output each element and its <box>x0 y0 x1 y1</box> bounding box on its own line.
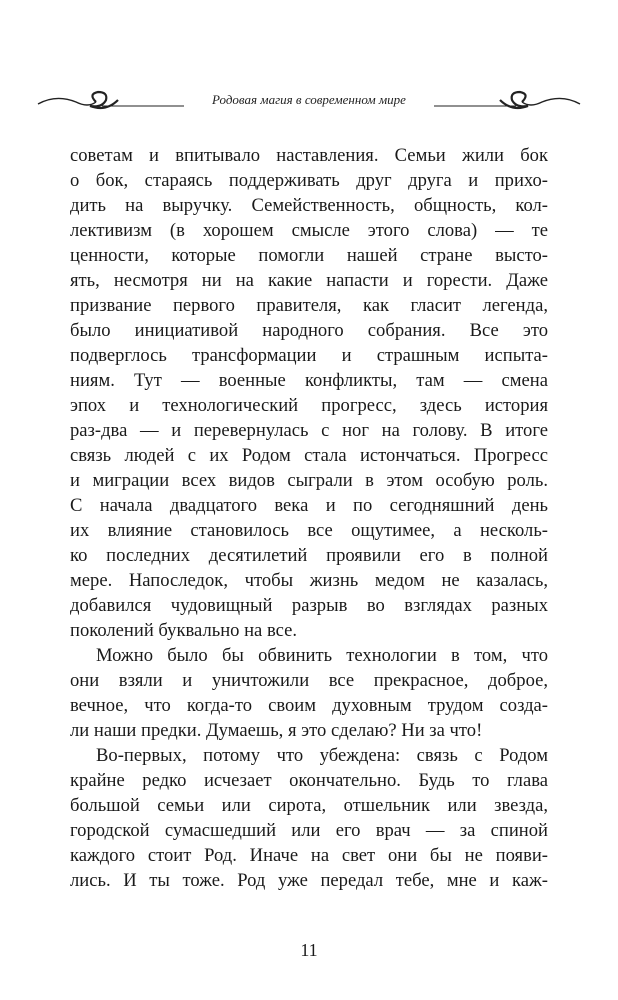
text-line: большой семьи или сирота, отшельник или звезда, <box>70 795 548 816</box>
text-line: дить на выручку. Семейственность, общность, кол- <box>70 195 548 216</box>
text-line: лективизм (в хорошем смысле этого слова) — те <box>70 220 548 241</box>
text-line: добавился чудовищный разрыв во взглядах разных <box>70 595 548 616</box>
text-line: ко последних десятилетий проявили его в полной <box>70 545 548 566</box>
text-line: Во-первых, потому что убеждена: связь с Родом <box>96 745 548 766</box>
text-line: лись. И ты тоже. Род уже передал тебе, мне и каж- <box>70 870 548 891</box>
text-line: поколений буквально на все. <box>70 620 298 641</box>
text-line: Можно было бы обвинить технологии в том, что <box>96 645 548 666</box>
text-line: связь людей с их Родом стала истончаться. Прогресс <box>70 445 548 466</box>
text-line: и миграции всех видов сыграли в этом особую роль. <box>70 470 548 491</box>
text-line: раз-два — и перевернулась с ног на голову. В итоге <box>70 420 548 441</box>
text-line: эпох и технологический прогресс, здесь история <box>70 395 548 416</box>
text-line: они взяли и уничтожили все прекрасное, доброе, <box>70 670 548 691</box>
text-line: ценности, которые помогли нашей стране высто- <box>70 245 548 266</box>
body-text <box>70 143 548 893</box>
text-line: крайне редко исчезает окончательно. Будь то глава <box>70 770 548 791</box>
text-line: подверглось трансформации и страшным испыта- <box>70 345 548 366</box>
text-line: их влияние становилось все ощутимее, а несколь- <box>70 520 548 541</box>
text-line: было инициативой народного собрания. Все это <box>70 320 548 341</box>
running-title: Родовая магия в современном мире <box>212 92 406 107</box>
text-line: ли наши предки. Думаешь, я это сделаю? Ни за что! <box>70 720 483 741</box>
text-line: вечное, что когда-то своим духовным трудом созда- <box>70 695 548 716</box>
text-line: ять, несмотря ни на какие напасти и горести. Даже <box>70 270 548 291</box>
text-line: о бок, стараясь поддерживать друг друга и прихо- <box>70 170 548 191</box>
text-line: городской сумасшедший или его врач — за спиной <box>70 820 548 841</box>
text-line: мере. Напоследок, чтобы жизнь медом не казалась, <box>70 570 548 591</box>
text-line: ниям. Тут — военные конфликты, там — смена <box>70 370 548 391</box>
text-line: С начала двадцатого века и по сегодняшний день <box>70 495 548 516</box>
page-number: 11 <box>300 940 318 960</box>
right-ornament-icon <box>432 86 582 116</box>
text-line: призвание первого правителя, как гласит легенда, <box>70 295 548 316</box>
running-header <box>0 86 618 116</box>
text-line: каждого стоит Род. Иначе на свет они бы не появи- <box>70 845 548 866</box>
text-line: советам и впитывало наставления. Семьи жили бок <box>70 145 548 166</box>
